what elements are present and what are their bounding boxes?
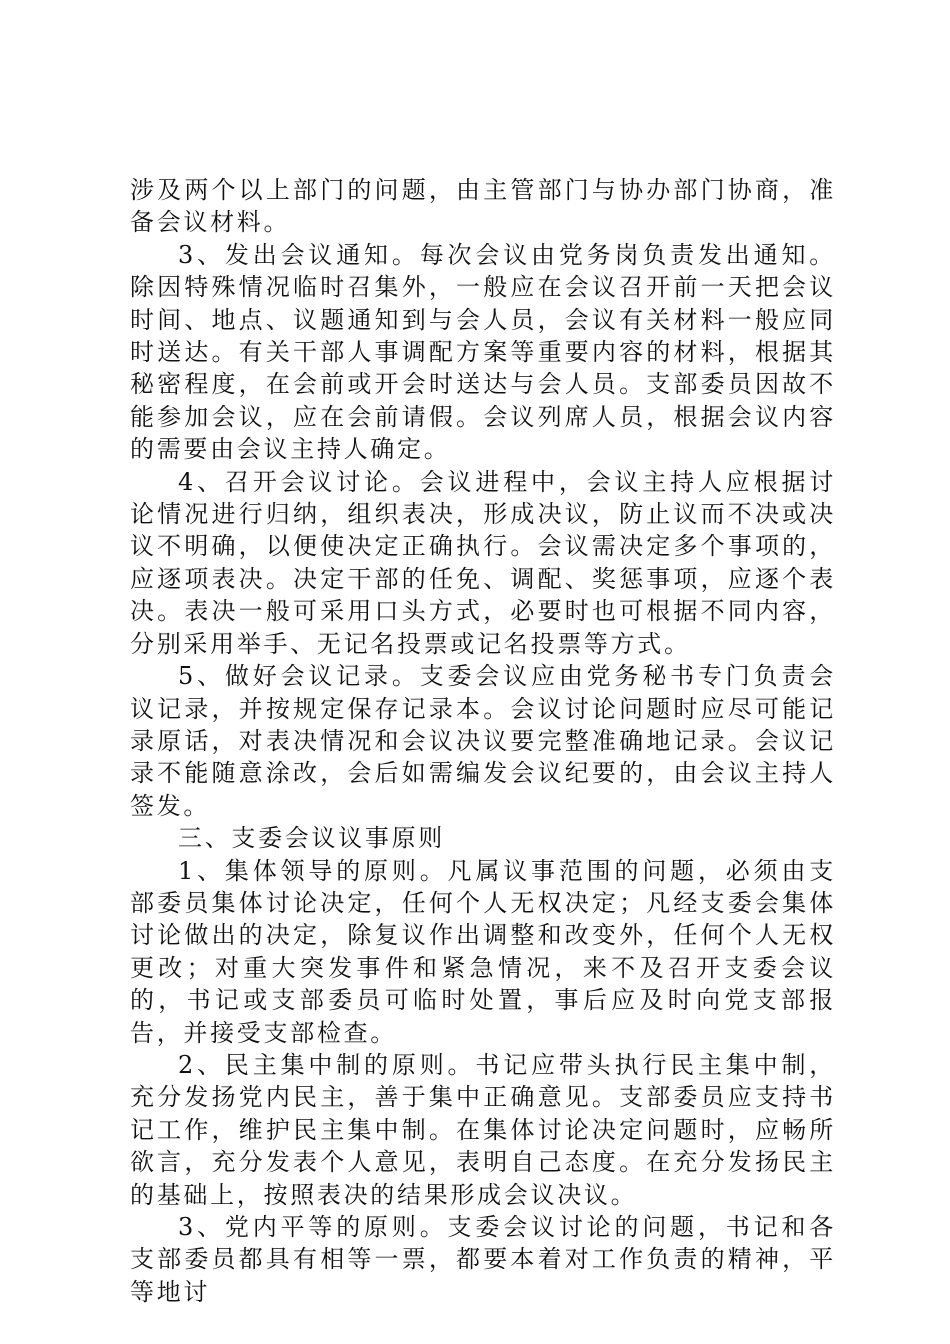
paragraph-meeting-record: 5、做好会议记录。支委会议应由党务秘书专门负责会议记录，并按规定保存记录本。会议讨论问题时应尽可能记录原话，对表决情况和会议决议要完整准确地记录。会议记录不能随意涂改，会后如需编发会议纪要的，由会议主持人签发。 <box>130 662 836 820</box>
section-heading: 三、支委会议议事原则 <box>178 824 445 853</box>
document-body <box>130 174 836 1308</box>
paragraph-send-notice: 3、发出会议通知。每次会议由党务岗负责发出通知。除因特殊情况临时召集外，一般应在会议召开前一天把会议时间、地点、议题通知到与会人员，会议有关材料一般应同时送达。有关干部人事调配方案等重要内容的材料，根据其秘密程度，在会前或开会时送达与会人员。支部委员因故不能参加会议，应在会前请假。会议列席人员，根据会议内容的需要由会议主持人确定。 <box>130 240 836 464</box>
paragraph-continuation: 涉及两个以上部门的问题，由主管部门与协办部门协商，准备会议材料。 <box>130 176 836 237</box>
paragraph-hold-discussion: 4、召开会议讨论。会议进程中，会议主持人应根据讨论情况进行归纳，组织表决，形成决议，防止议而不决或决议不明确，以便使决定正确执行。会议需决定多个事项的，应逐项表决。决定干部的任免、调配、奖惩事项，应逐个表决。表决一般可采用口头方式，必要时也可根据不同内容，分别采用举手、无记名投票或记名投票等方式。 <box>130 467 836 658</box>
paragraph-collective-leadership: 1、集体领导的原则。凡属议事范围的问题，必须由支部委员集体讨论决定，任何个人无权决定；凡经支委会集体讨论做出的决定，除复议作出调整和改变外，任何个人无权更改；对重大突发事件和紧急情况，来不及召开支委会议的，书记或支部委员可临时处置，事后应及时向党支部报告，并接受支部检查。 <box>130 856 836 1047</box>
paragraph-equality: 3、党内平等的原则。支委会议讨论的问题，书记和各支部委员都具有相等一票，都要本着对工作负责的精神，平等地讨 <box>130 1213 836 1306</box>
paragraph-democratic-centralism: 2、民主集中制的原则。书记应带头执行民主集中制，充分发扬党内民主，善于集中正确意见。支部委员应支持书记工作，维护民主集中制。在集体讨论决定问题时，应畅所欲言，充分发表个人意见，表明自己态度。在充分发扬民主的基础上，按照表决的结果形成会议决议。 <box>130 1050 836 1209</box>
